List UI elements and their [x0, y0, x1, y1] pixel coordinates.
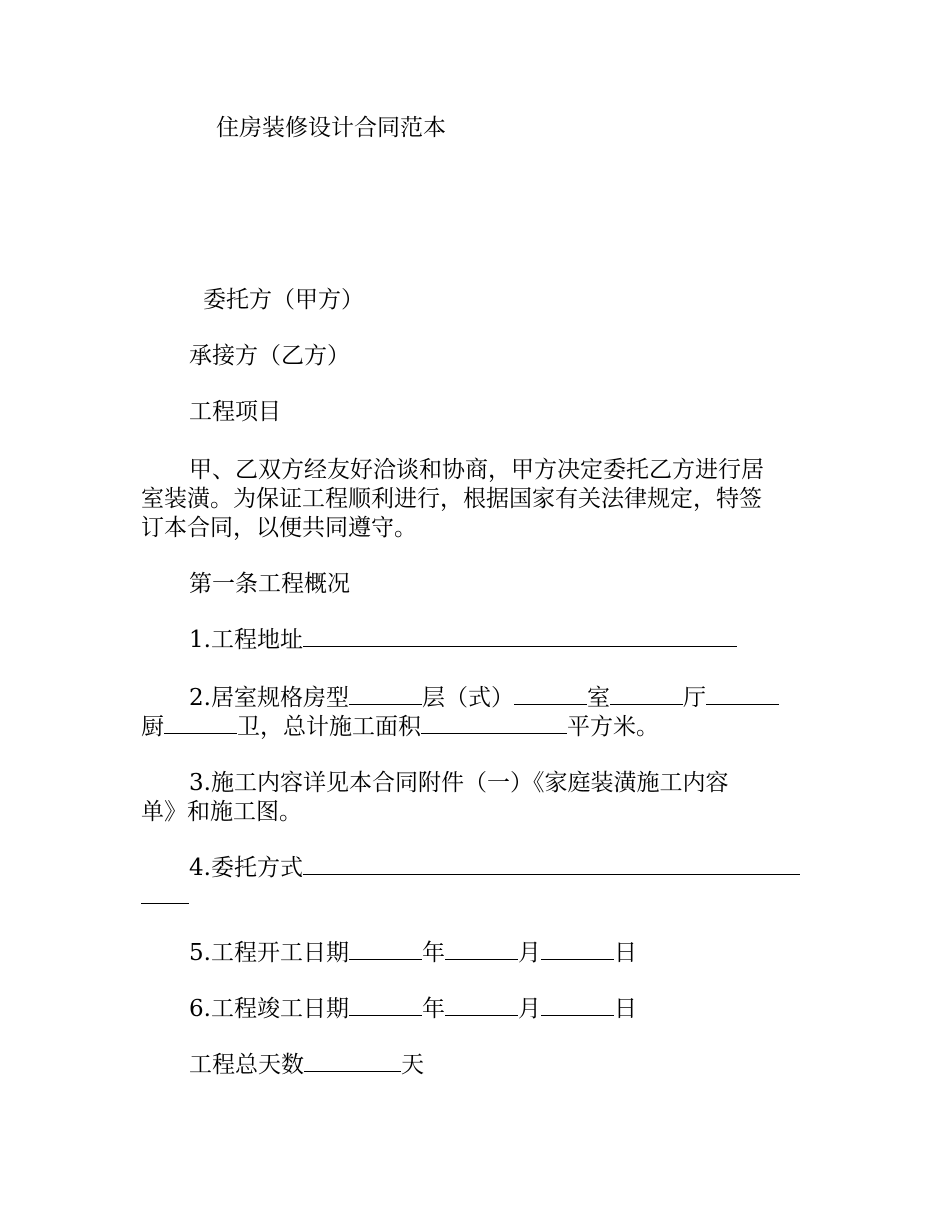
start-month-label: 月 [517, 940, 541, 966]
start-date-label: 5.工程开工日期 [189, 940, 349, 966]
preamble-line-2: 室装潢。为保证工程顺利进行，根据国家有关法律规定，特签 [141, 486, 762, 512]
bath-area-label: 卫，总计施工面积 [237, 714, 421, 740]
end-day-label: 日 [613, 996, 637, 1022]
start-year-label: 年 [421, 940, 445, 966]
end-year-blank[interactable] [349, 997, 422, 1016]
end-year-label: 年 [421, 996, 445, 1022]
start-day-blank[interactable] [541, 941, 614, 960]
end-month-label: 月 [517, 996, 541, 1022]
content-line-1: 3.施工内容详见本合同附件（一）《家庭装潢施工内容 [189, 770, 729, 796]
preamble-line-1: 甲、乙双方经友好洽谈和协商，甲方决定委托乙方进行居 [189, 457, 764, 483]
start-date-line [141, 939, 859, 967]
method-blank[interactable] [303, 856, 800, 875]
end-month-blank[interactable] [445, 997, 518, 1016]
contractor-party-line: 承接方（乙方） [189, 343, 350, 369]
total-days-blank[interactable] [304, 1053, 401, 1072]
total-days-line [141, 1051, 859, 1079]
spec-label: 2.居室规格房型 [189, 685, 349, 711]
start-day-label: 日 [613, 940, 637, 966]
spec-line-1 [141, 684, 859, 712]
end-date-label: 6.工程竣工日期 [189, 996, 349, 1022]
floor-label: 层（式） [421, 685, 514, 711]
preamble-line-3: 订本合同，以便共同遵守。 [141, 515, 417, 541]
room-blank[interactable] [610, 686, 683, 705]
hall-label: 厅 [682, 685, 706, 711]
house-type-blank[interactable] [349, 686, 422, 705]
spec-line-2 [141, 713, 811, 741]
address-blank[interactable] [303, 628, 737, 647]
kitchen-blank[interactable] [164, 715, 237, 734]
method-line-cont [141, 883, 811, 911]
content-line-2: 单》和施工图。 [141, 799, 302, 825]
end-day-blank[interactable] [541, 997, 614, 1016]
method-line [141, 854, 859, 882]
kitchen-label: 厨 [141, 714, 164, 740]
room-label: 室 [586, 685, 610, 711]
area-blank[interactable] [421, 715, 567, 734]
start-month-blank[interactable] [445, 941, 518, 960]
method-label: 4.委托方式 [189, 855, 303, 881]
floor-blank[interactable] [514, 686, 587, 705]
hall-blank[interactable] [706, 686, 779, 705]
start-year-blank[interactable] [349, 941, 422, 960]
client-party-line: 委托方（甲方） [203, 287, 364, 313]
article-1-heading: 第一条工程概况 [189, 571, 350, 597]
document-title: 住房装修设计合同范本 [216, 115, 446, 141]
method-blank-cont[interactable] [141, 885, 189, 904]
area-unit: 平方米。 [567, 714, 659, 740]
project-line: 工程项目 [189, 399, 281, 425]
address-label: 1.工程地址 [189, 627, 303, 653]
address-line [141, 626, 859, 654]
total-days-unit: 天 [401, 1052, 424, 1078]
total-days-label: 工程总天数 [189, 1052, 304, 1078]
end-date-line [141, 995, 859, 1023]
